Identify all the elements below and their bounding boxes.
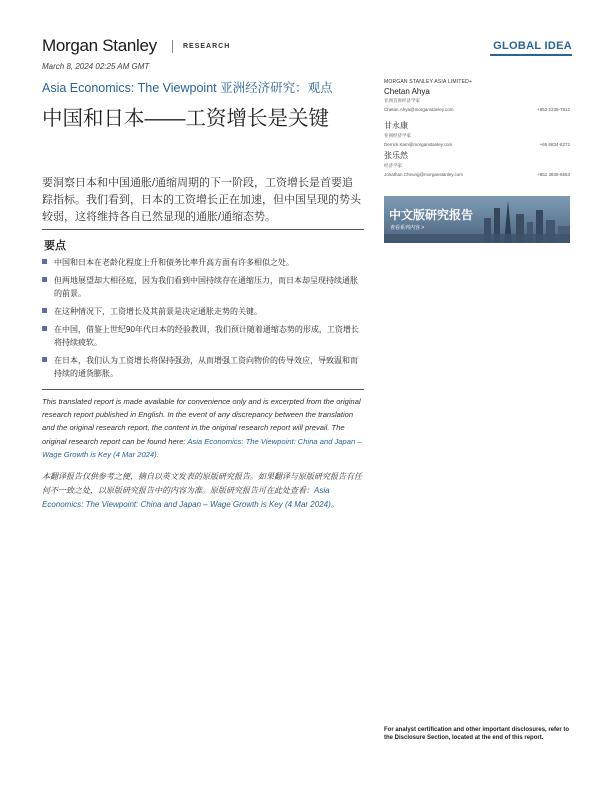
disclaimer-zh-end: 。 — [330, 500, 339, 509]
key-point-item — [42, 274, 364, 300]
analyst-role: 亚洲经济学家 — [384, 133, 411, 138]
key-point-text: 但两地展望却大相径庭，因为我们看到中国持续存在通缩压力，而日本却呈现持续通胀的前景。 — [54, 276, 358, 298]
entity-name: MORGAN STANLEY ASIA LIMITED+ — [384, 79, 473, 85]
key-point-text: 在这种情况下，工资增长及其前景是决定通胀走势的关键。 — [54, 307, 262, 316]
original-report-link-zh[interactable]: Asia Economics: The Viewpoint: China and Japan – Wage Growth is Key (4 Mar 2024) — [42, 486, 331, 509]
analyst-contact — [384, 107, 570, 114]
morgan-stanley-logo: Morgan Stanley — [42, 36, 157, 55]
key-point-item — [42, 354, 364, 380]
report-title: 中国和日本——工资增长是关键 — [42, 107, 329, 130]
analyst-block — [384, 87, 570, 114]
bullet-square-icon — [42, 259, 47, 264]
analyst-block — [384, 150, 570, 179]
key-point-item — [42, 305, 364, 318]
banner-view-series-link[interactable]: 查看系列内容 > — [390, 225, 425, 231]
analyst-phone: +852 3848-6553 — [537, 172, 570, 177]
analyst-phone: +65 6834-8272 — [539, 142, 570, 147]
translation-disclaimer-en — [42, 395, 364, 461]
analyst-email[interactable]: Jonathan.Cheung@morganstanley.com — [384, 172, 464, 177]
report-summary: 要洞察日本和中国通胀/通缩周期的下一阶段，工资增长是首要追踪指标。我们看到，日本的工资增长正在加速，但中国呈现的势头较弱，这将维持各自已然显现的通胀/通缩态势。 — [42, 177, 361, 223]
translation-disclaimer-zh — [42, 470, 364, 512]
banner-title: 中文版研究报告 — [389, 208, 474, 222]
key-point-item — [42, 256, 364, 269]
bullet-square-icon — [42, 357, 47, 362]
analyst-role: 亚洲首席经济学家 — [384, 98, 420, 103]
key-point-item — [42, 323, 364, 349]
section-divider — [42, 229, 364, 230]
bullet-square-icon — [42, 308, 47, 313]
analyst-email[interactable]: Derrick.Kam@morganstanley.com — [384, 142, 453, 147]
analyst-contact — [384, 172, 570, 179]
bullet-square-icon — [42, 326, 47, 331]
disclaimer-en-text: This translated report is made available for convenience only and is excerpted from the original research report published in English. In the event of any discrepancy between the translation and the original research report, the content in the original research report will prevail. The original research report can be found here: — [42, 397, 361, 446]
analyst-contact — [384, 142, 570, 149]
analyst-name: 张乐然 — [384, 151, 408, 160]
report-date: March 8, 2024 02:25 AM GMT — [42, 62, 150, 71]
key-points-heading: 要点 — [44, 240, 66, 252]
key-point-text: 在中国，借鉴上世纪90年代日本的经验教训，我们预计随着通缩态势的形成，工资增长将持续疲软。 — [54, 325, 359, 347]
research-label: RESEARCH — [183, 43, 231, 50]
analyst-name: Chetan Ahya — [384, 87, 430, 96]
analyst-name: 甘永康 — [384, 121, 408, 130]
chinese-research-banner[interactable] — [384, 196, 570, 243]
report-series-subtitle: Asia Economics: The Viewpoint 亚洲经济研究：观点 — [42, 81, 333, 95]
analyst-role: 经济学家 — [384, 163, 402, 168]
analyst-phone: +852 2239-7812 — [537, 107, 570, 112]
section-divider — [42, 389, 364, 390]
analyst-block — [384, 120, 570, 149]
key-points-list — [42, 256, 364, 385]
disclosure-note: For analyst certification and other important disclosures, refer to the Disclosure Section, located at the end of this report. — [384, 727, 570, 741]
disclaimer-zh-text: 本翻译报告仅供参考之便，摘自以英文发表的原版研究报告。如果翻译与原版研究报告有任何不一致之处，以原版研究报告中的内容为准。原版研究报告可在此处查看： — [42, 472, 362, 495]
header-divider — [172, 40, 173, 53]
key-point-text: 中国和日本在老龄化程度上升和债务比率升高方面有许多相似之处。 — [54, 258, 294, 267]
analyst-email[interactable]: Chetan.Ahya@morganstanley.com — [384, 107, 454, 112]
bullet-square-icon — [42, 277, 47, 282]
key-point-text: 在日本，我们认为工资增长将保持强劲，从而增强工资向物价的传导效应，导致温和而持续的通货膨胀。 — [54, 356, 358, 378]
original-report-link-en[interactable]: Asia Economics: The Viewpoint: China and Japan – Wage Growth is Key (4 Mar 2024). — [42, 436, 362, 459]
global-idea-tag: GLOBAL IDEA — [490, 40, 572, 56]
